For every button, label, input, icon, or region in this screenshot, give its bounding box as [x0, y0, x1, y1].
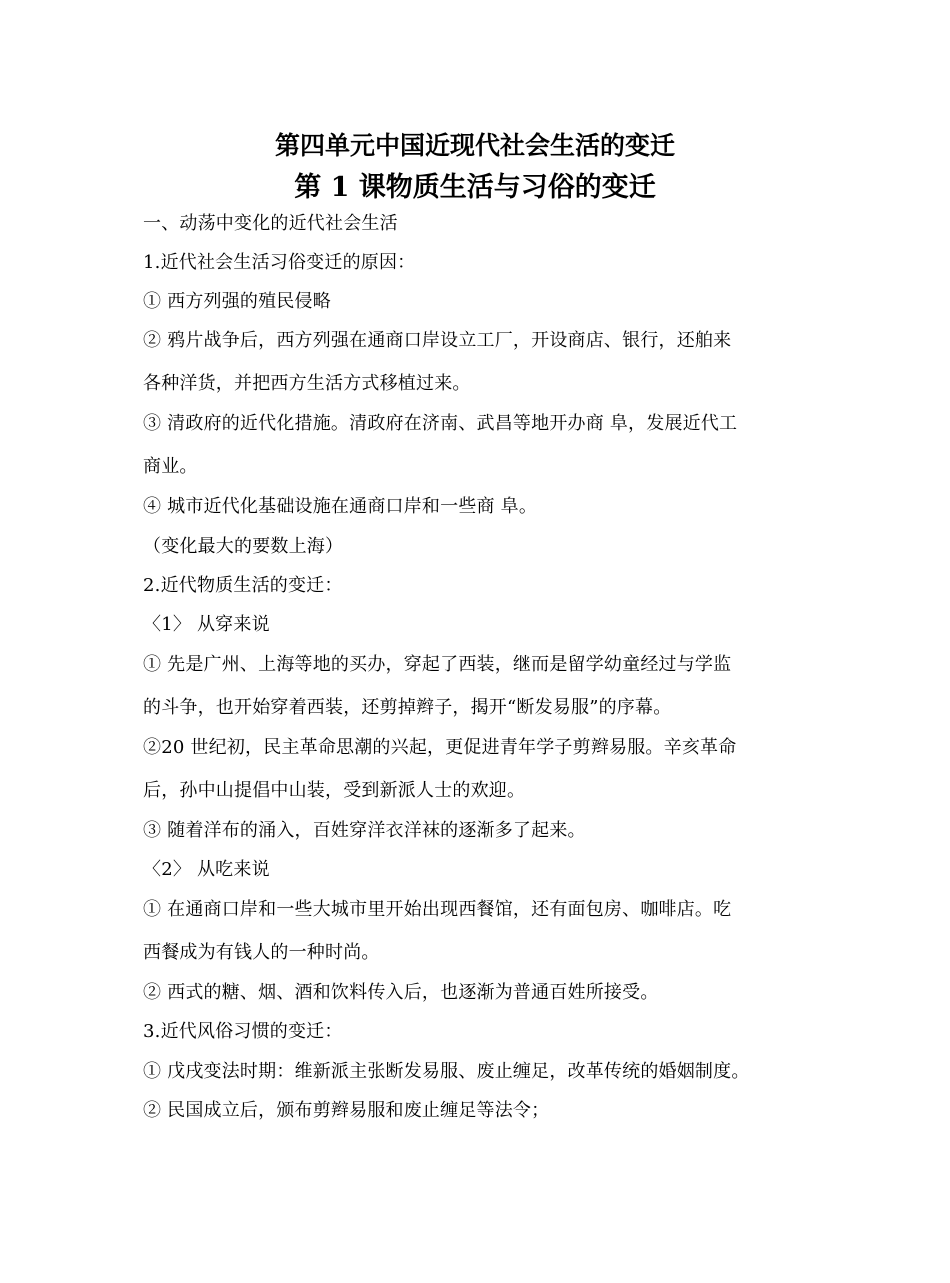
text-line: 西餐成为有钱人的一种时尚。 [143, 942, 380, 963]
text-line: ② 民国成立后，颁布剪辫易服和废止缠足等法令； [143, 1100, 550, 1121]
text-line: ② 西式的糖、烟、酒和饮料传入后，也逐渐为普通百姓所接受。 [143, 982, 659, 1003]
text-line: ③ 清政府的近代化措施。清政府在济南、武昌等地开办商 阜，发展近代工 [143, 413, 738, 434]
lesson-title: 第 1 课物质生活与习俗的变迁 [294, 172, 656, 203]
text-line: ③ 随着洋布的涌入，百姓穿洋衣洋袜的逐渐多了起来。 [143, 820, 586, 841]
item-heading: 〈1〉 从穿来说 [143, 614, 270, 635]
subsection-heading: 3.近代风俗习惯的变迁： [143, 1021, 343, 1042]
text-line: 各种洋货，并把西方生活方式移植过来。 [143, 373, 471, 394]
text-line: 商业。 [143, 456, 198, 477]
text-line: ① 在通商口岸和一些大城市里开始出现西餐馆，还有面包房、咖啡店。吃 [143, 899, 732, 920]
section-heading: 一、动荡中变化的近代社会生活 [143, 213, 398, 234]
text-line: ① 戊戌变法时期：维新派主张断发易服、废止缠足，改革传统的婚姻制度。 [143, 1061, 750, 1082]
document-title: 第四单元中国近现代社会生活的变迁 [274, 131, 675, 160]
text-line: ② 鸦片战争后，西方列强在通商口岸设立工厂，开设商店、银行，还舶来 [143, 330, 732, 351]
text-line: （变化最大的要数上海） [143, 536, 344, 557]
text-line: ②20 世纪初，民主革命思潮的兴起，更促进青年学子剪辫易服。辛亥革命 [143, 737, 737, 758]
subsection-heading: 2.近代物质生活的变迁： [143, 575, 343, 596]
text-line: 的斗争，也开始穿着西装，还剪掉辫子，揭开“断发易服”的序幕。 [143, 697, 672, 718]
text-line: ④ 城市近代化基础设施在通商口岸和一些商 阜。 [143, 496, 538, 517]
subsection-heading: 1.近代社会生活习俗变迁的原因： [143, 252, 416, 273]
item-heading: 〈2〉 从吃来说 [143, 859, 270, 880]
text-line: 后，孙中山提倡中山装，受到新派人士的欢迎。 [143, 780, 526, 801]
text-line: ① 先是广州、上海等地的买办，穿起了西装，继而是留学幼童经过与学监 [143, 654, 732, 675]
text-line: ① 西方列强的殖民侵略 [143, 291, 331, 312]
